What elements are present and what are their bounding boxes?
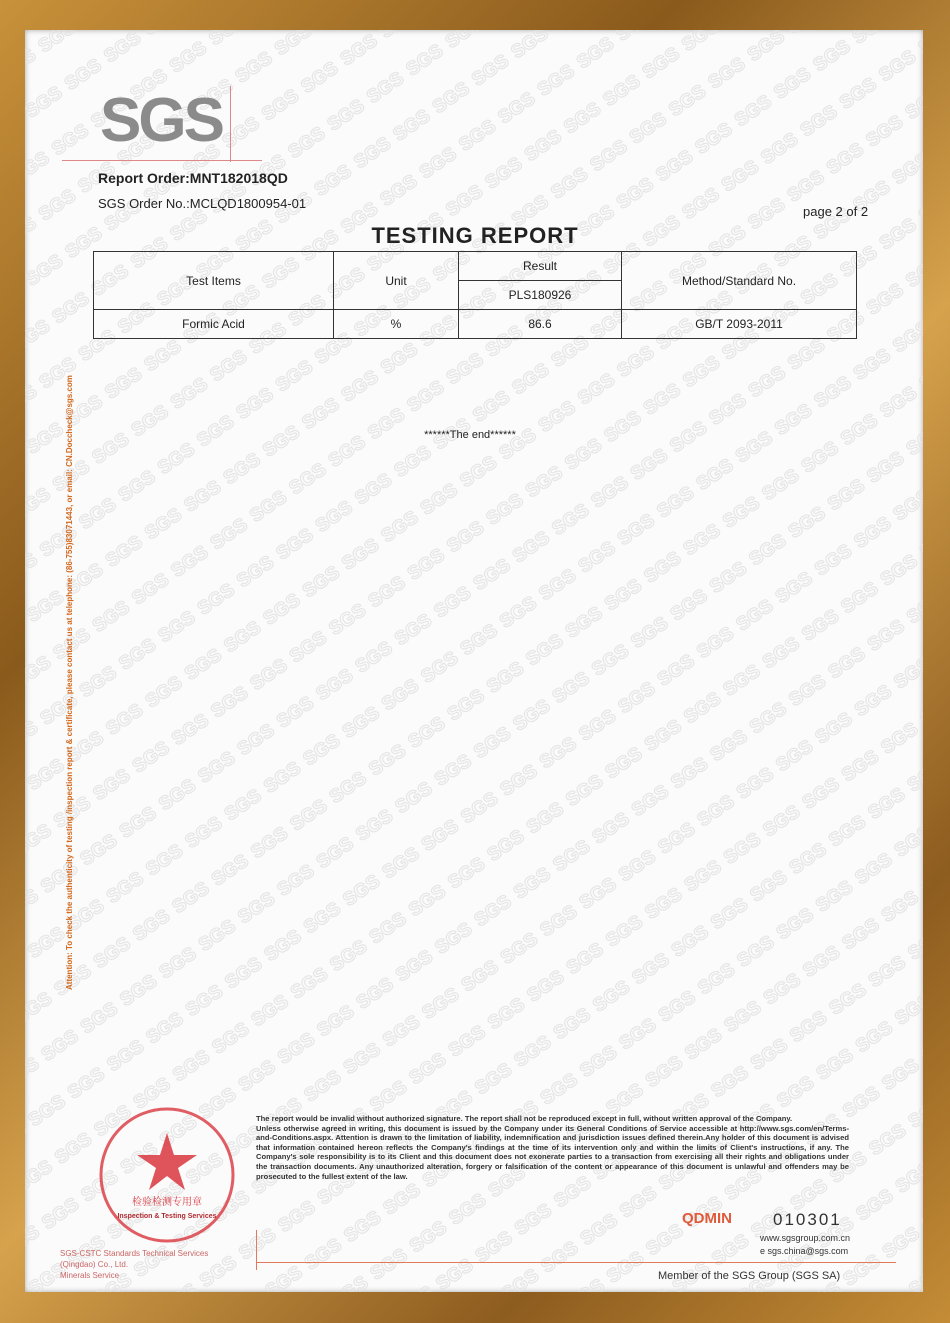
qdmin-code: QDMIN [682,1210,732,1227]
header-result: Result [459,252,622,281]
stamp-company: SGS-CSTC Standards Technical Services (Qingdao) Co., Ltd. Minerals Service [60,1249,209,1280]
cell-method: GB/T 2093-2011 [622,310,857,339]
member-note: Member of the SGS Group (SGS SA) [658,1270,841,1282]
disclaimer [256,1114,849,1181]
end-marker: ******The end****** [424,429,516,441]
header-unit: Unit [334,252,459,310]
footer-rule [256,1262,896,1263]
disclaimer-p1: The report would be invalid without authorized signature. The report shall not be reproduced except in full, without written approval of the Company. [256,1114,793,1123]
header-sample-id: PLS180926 [459,281,622,310]
website: www.sgsgroup.com.cn [760,1233,851,1243]
header-method: Method/Standard No. [622,252,857,310]
cell-unit: % [334,310,459,339]
report-page [25,30,923,1292]
table-row [94,310,857,339]
header-test-items: Test Items [94,252,334,310]
cell-item: Formic Acid [94,310,334,339]
sgs-order-number: SGS Order No.:MCLQD1800954-01 [98,196,307,211]
stamp-english: Inspection & Testing Services [117,1213,217,1220]
authenticity-note: Attention: To check the authenticity of testing /inspection report & certificate, please contact us at telephone: (86-755)83071443, or email: CN.Doccheck@sgs.com [65,375,74,990]
email: e sgs.china@sgs.com [760,1246,849,1256]
sgs-logo: SGS [100,86,222,155]
logo-rule [62,160,262,161]
page-number: page 2 of 2 [803,204,869,219]
sgs-watermark [25,30,923,1292]
footer-rule-vertical [256,1230,257,1270]
report-order: Report Order:MNT182018QD [98,170,288,186]
disclaimer-p2a: Unless otherwise agreed in writing, this document is issued by the Company under its General Conditions of Service accessible at [256,1123,740,1133]
cell-result: 86.6 [459,310,622,339]
logo-rule-vertical [230,86,231,162]
stamp-center-text: 检验检测专用章 [132,1197,202,1208]
official-stamp [97,1105,237,1245]
page-title: TESTING REPORT [371,223,579,248]
disclaimer-p2b: Attention is drawn to the limitation of liability, indemnification and jurisdiction issues defined therein.Any holder of this document is advised that information contained hereon reflects the Company's findings at the time of its intervention only and within the limits of Client's instructions, if any. The Company's sole responsibility is to its Client and this document does not exonerate parties to a transaction from exercising all their rights and obligations under the transaction documents. Any unauthorized alteration, forgery or falsification of the content or appearance of this document is unlawful and offenders may be prosecuted to the fullest extent of the law. [256,1133,849,1181]
serial-number: 010301 [773,1210,842,1229]
results-table [93,251,857,339]
terms-link[interactable]: http://www.sgs.com/en/Terms-and-Conditions.aspx. [256,1123,849,1143]
